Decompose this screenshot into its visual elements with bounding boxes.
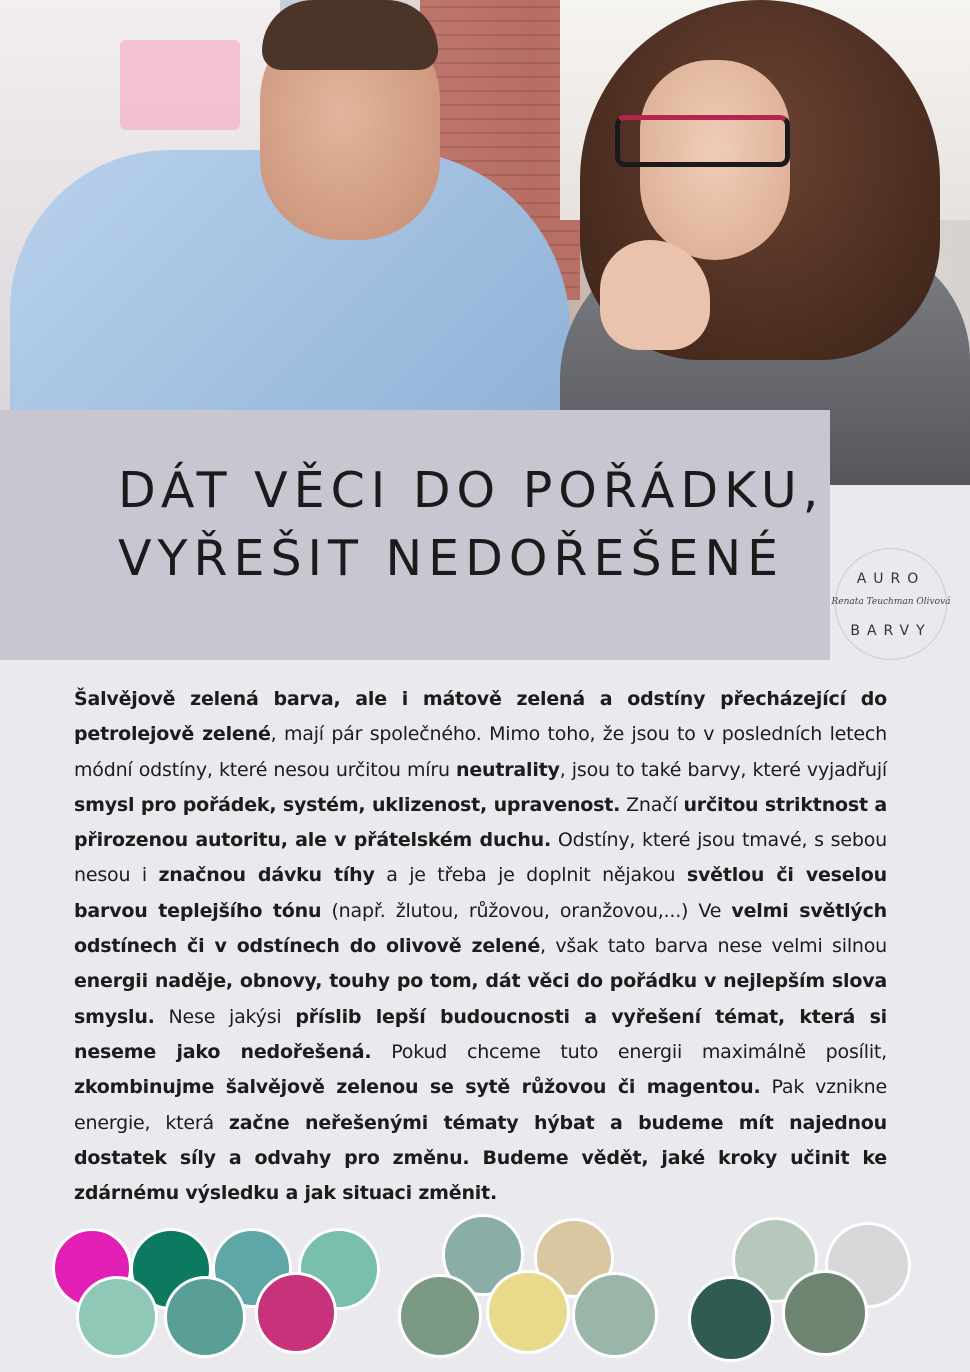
palette-dark-sage-swatch (688, 1276, 774, 1362)
body-text-run: Odstíny, které jsou tmavé, s sebou nesou i (74, 829, 887, 887)
body-text-run: Pokud chceme tuto energii maximálně posílit, (371, 1040, 887, 1063)
body-bold-run: neutrality (456, 758, 560, 781)
palette-sage-yellow-swatch (572, 1272, 658, 1358)
page-title-line-1: DÁT VĚCI DO POŘÁDKU, (118, 462, 825, 519)
body-bold-run: zkombinujme šalvějově zelenou se sytě růžovou či magentou. (74, 1076, 761, 1099)
palette-sage-yellow-swatch (486, 1270, 570, 1354)
body-text-run: Značí (620, 793, 684, 816)
body-text-run: , mají pár společného. Mimo toho, že jsou to v posledních letech módní odstíny, které nesou určitou míru (74, 723, 887, 781)
page-title-line-2: VYŘEŠIT NEDOŘEŠENÉ (118, 530, 785, 587)
auro-barvy-logo (831, 548, 951, 660)
photo-man-hair (262, 0, 438, 70)
body-text-run: , jsou to také barvy, které vyjadřují (559, 758, 887, 781)
palette-magenta-teal-swatch (164, 1276, 246, 1358)
body-bold-run: značnou dávku tíhy (158, 864, 375, 887)
body-bold-run: smysl pro pořádek, systém, uklizenost, upravenost. (74, 793, 621, 816)
logo-top-text: AURO (856, 571, 926, 587)
body-bold-run: světlou či veselou barvou teplejšího tónu (74, 864, 887, 922)
palette-magenta-teal-swatch (255, 1272, 337, 1354)
palette-dark-sage-swatch (782, 1270, 868, 1356)
palette-sage-yellow-swatch (398, 1274, 482, 1358)
body-text-run: Nese jakýsi (154, 1005, 296, 1028)
body-bold-run: příslib lepší budoucnosti a vyřešení témat, která si neseme jako nedořešená. (74, 1005, 887, 1063)
body-text-run: (např. žlutou, růžovou, oranžovou,...) Ve (321, 899, 732, 922)
body-text-run: , však tato barva nese velmi silnou (540, 935, 888, 958)
body-bold-run: začne neřešenými tématy hýbat a budeme mít najednou dostatek síly a odvahy pro změnu. Budeme vědět, jaké kroky učinit ke zdárnému výsledku a jak situaci změnit. (74, 1111, 887, 1205)
logo-signature: Renata Teuchman Olivová (831, 597, 951, 607)
logo-bottom-text: BARVY (850, 623, 932, 639)
body-bold-run: energii naděje, obnovy, touhy po tom, dát věci do pořádku v nejlepším slova smyslu. (74, 970, 887, 1028)
body-bold-run: určitou striktnost a přirozenou autoritu, ale v přátelském duchu. (74, 793, 887, 852)
photo-background-art (120, 40, 240, 130)
palette-magenta-teal-swatch (76, 1276, 158, 1358)
body-bold-run: velmi světlých odstínech či v odstínech do olivově zelené (74, 899, 887, 958)
article-body (74, 682, 887, 1211)
body-bold-run: Šalvějově zelená barva, ale i mátově zelená a odstíny přecházející do petrolejově zelené (74, 688, 887, 746)
body-text-run: Pak vznikne energie, která (74, 1076, 887, 1134)
photo-glasses (615, 115, 790, 167)
body-text-run: a je třeba je doplnit nějakou (374, 864, 687, 887)
